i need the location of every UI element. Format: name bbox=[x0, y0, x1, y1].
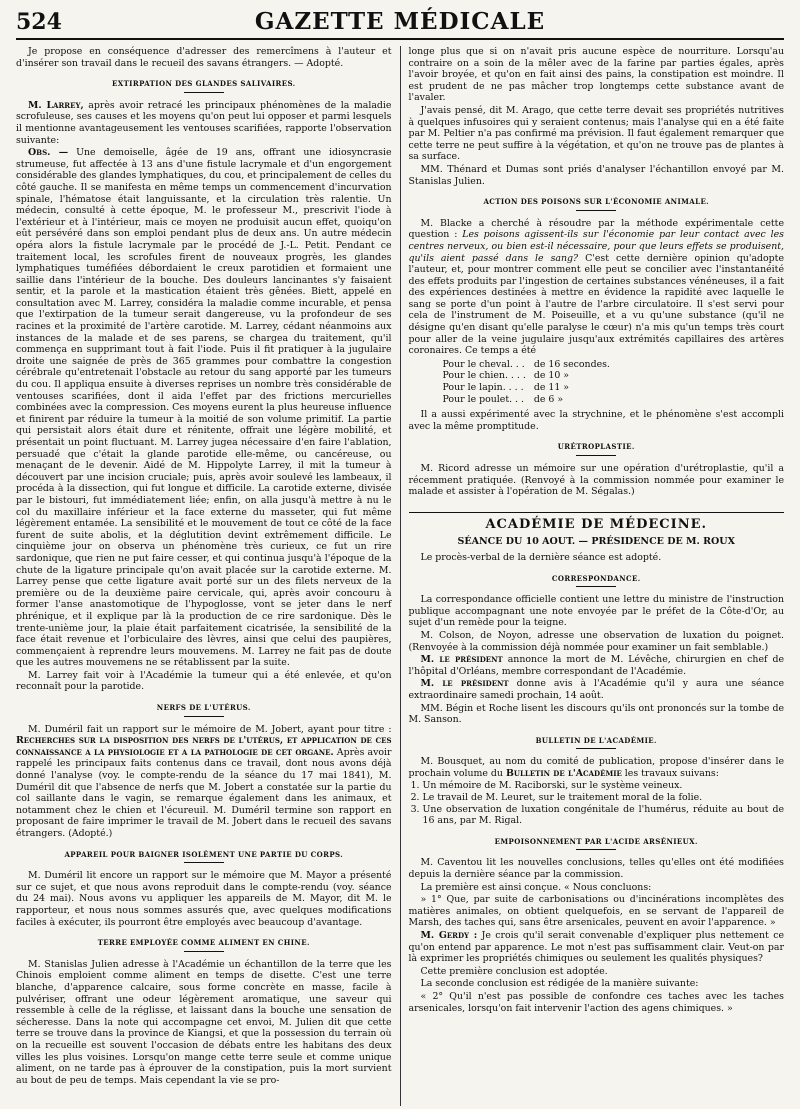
second-conclusion-intro: La seconde conclusion est rédigée de la manière suivante: bbox=[420, 978, 699, 990]
tumor-paragraph: M. Larrey fait voir à l'Académie la tumeur qui a été enlevée, et qu'on reconnaît pour la parotide. bbox=[16, 669, 392, 693]
session-heading: SÉANCE DU 10 AOUT. — PRÉSIDENCE DE M. ROUX bbox=[457, 536, 735, 548]
paragraph-text: M. Blacke a cherché à résoudre par la méthode expérimentale cette question : bbox=[408, 217, 784, 241]
minutes-paragraph: Le procès-verbal de la dernière séance est adopté. bbox=[420, 551, 662, 563]
paragraph-text: les travaux suivans: bbox=[624, 767, 719, 779]
first-conclusion-intro: La première est ainsi conçue. « Nous concluons: bbox=[420, 881, 652, 893]
list-item: 3. Une observation de luxation congénitale de l'humérus, réduite au bout de 16 ans, par M. Rigal. bbox=[423, 804, 785, 827]
section-heading-poisons: ACTION DES POISONS SUR L'ÉCONOMIE ANIMALE. bbox=[409, 196, 785, 211]
president-death-paragraph bbox=[409, 654, 785, 677]
first-conclusion-text: » 1° Que, par suite de carbonisations ou d'incinérations incomplètes des matières animales, on obtient quelquefois, en se servant de l'appareil de Marsh, des taches qui, sans être arsenicales, peuvent en avoir l'apparence. » bbox=[408, 894, 784, 929]
section-heading-correspondence: CORRESPONDANCE. bbox=[409, 573, 785, 588]
paragraph-text: après avoir retracé les principaux phénomènes de la maladie scrofuleuse, ses causes et les moyens qu'on peut lui opposer et parmi lesquels il mentionne avantageusement les ventouses scarifiées, rapporte l'observation suivante: bbox=[16, 99, 392, 146]
table-cell-animal: Pour le poulet. . . bbox=[442, 393, 524, 405]
section-heading-uretroplasty: URÉTROPLASTIE. bbox=[409, 441, 785, 456]
paragraph-text: donne avis à l'Académie qu'il y aura une séance extraordinaire samedi prochain, 14 août. bbox=[408, 678, 784, 701]
paragraph-text: C'est cette dernière opinion qu'adopte l'auteur, et, pour montrer comment elle peut se concilier avec l'instantanéité des effets produits par l'ingestion de certaines substances vénéneuses, il a fait des expériences destinées à mettre en évidence la rapidité avec laquelle le sang se porte d'un point à l'autre de l'arbre circulatoire. Il s'est servi pour cela de l'instrument de M. Poiseuille, et a vu qu'une substance (qu'il ne désigne qu'en disant qu'elle paralyse le cœur) n'a mis qu'un temps très court pour aller de la veine jugulaire jusqu'aux extrémités capillaires des artères coronaires. Ce temps a été bbox=[408, 252, 784, 357]
speaker-label: M. Gerdy : bbox=[420, 930, 478, 941]
dumeril-report-paragraph bbox=[16, 724, 392, 840]
author-name: M. Larrey, bbox=[28, 99, 84, 111]
president-session-paragraph bbox=[409, 678, 785, 701]
masthead bbox=[16, 8, 784, 40]
paragraph-text: M. Bousquet, au nom du comité de publication, propose d'insérer dans le prochain volume du bbox=[408, 756, 784, 779]
section-heading-uterus-nerves: NERFS DE L'UTÉRUS. bbox=[16, 702, 392, 717]
bousquet-paragraph bbox=[409, 756, 785, 779]
table-cell-animal: Pour le cheval. . . bbox=[442, 358, 525, 370]
paragraph-text: Je crois qu'il serait convenable d'expliquer plus nettement ce qu'on entend par apparence. Le mot n'est pas suffisamment clair. Veut-on par là exprimer les propriétés chimiques ou seulement les qualités physiques? bbox=[408, 930, 784, 965]
intro-paragraph: Je propose en conséquence d'adresser des remercîmens à l'auteur et d'insérer son travail dans le recueil des savans étrangers. — Adopté. bbox=[16, 46, 392, 69]
academy-heading: ACADÉMIE DE MÉDECINE. bbox=[409, 512, 785, 531]
julien-earth-paragraph: M. Stanislas Julien adresse à l'Académie un échantillon de la terre que les Chinois emploient comme aliment en temps de disette. C'est une terre blanche, d'apparence calcaire, sous forme concrète en masse, facile à pulvériser, offrant une odeur légèrement aromatique, une saveur qui ressemble à celle de la réglisse, et laissant dans la bouche une sensation de sécheresse. Dans la note qui accompagne cet envoi, M. Julien dit que cette terre se trouve dans la province de Kiangsi, et que la possession du terrain où on la recueille est souvent l'occasion de débats entre les habitans des deux villes les plus voisines. Lorsqu'on mange cette terre seule et comme unique aliment, on ne tarde pas à éprouver de la constipation, puis la mort survient au bout de peu de temps. Mais cependant la vie se pro- bbox=[16, 958, 392, 1086]
paragraph-text: Une demoiselle, âgée de 19 ans, offrant une idiosyncrasie strumeuse, fut affectée à 13 ans d'une fistule lacrymale et d'un engorgement considérable des glandes lymphatiques, du cou, et principalement de celles du côté gauche. Il se manifesta en même temps un commencement d'incurvation spinale, l'hématose était languissante, et la circulation très ralentie. Un médecin, consulté à cette époque, M. le professeur M., prescrivit l'iode à l'extérieur et à l'intérieur, mais ce moyen ne produisit aucun effet, quoiqu'on eût persévéré dans son emploi pendant plus de deux ans. Un autre médecin opéra alors la fistule lacrymale par le procédé de J.-L. Petit. Pendant ce traitement local, les scrofules firent de nouveaux progrès, les glandes lymphatiques tuméfiées débordaient le creux parotidien et formaient une saillie dans l'intérieur de la bouche. Des douleurs lancinantes s'y faisaient sentir, et la parole et la mastication étaient très gênées. Biett, appelé en consultation avec M. Larrey, considéra la maladie comme incurable, et pensa que l'extirpation de la tumeur serait dangereuse, vu la profondeur de ses racines et la proximité de l'artère carotide. M. Larrey, cédant néanmoins aux instances de la malade et de ses parens, se chargea du traitement, qu'il commença en supprimant tout à fait l'iode. Puis il fit pratiquer à la jugulaire droite une saignée de près de 365 grammes pour combattre la congestion cérébrale qu'entretenait l'obstacle au retour du sang apporté par les tumeurs du cou. Il appliqua ensuite à diverses reprises un nombre très considérable de ventouses scarifiées, dont il aida l'effet par des frictions mercurielles combinées avec la compression. Ces moyens eurent la plus heureuse influence et finirent par réduire la tumeur à la moitié de son volume primitif. La partie qui persistait alors était dure et rénitente, offrait une légère mobilité, et présentait un point fluctuant. M. Larrey jugea nécessaire d'en faire l'ablation, persuadé que c'était la glande parotide elle-même, ou cancéreuse, ou menaçant de le devenir. Aidé de M. Hippolyte Larrey, il mit la tumeur à découvert par une incision cruciale; puis, après avoir soulevé les lambeaux, il procéda à la dissection, qui fut longue et difficile. La carotide externe, divisée par le bistouri, fut immédiatement liée; enfin, on alla jusqu'à mettre à nu le col du maxillaire inférieur et la face externe du masseter, qui fut même légèrement entamée. La sensibilité et le mouvement de tout ce côté de la face furent de suite abolis, et la déglutition devint extrêmement difficile. Le cinquième jour on observa un phénomène très curieux, ce fut un rire sardonique, que rien ne put faire cesser, et qui continua jusqu'à l'époque de la chute de la ligature principale qu'on avait placée sur la carotide externe. M. Larrey pense que cette ligature avait porté sur un des filets nerveux de la première ou de la deuxième paire cervicale, qui, après avoir concouru à former l'anse anastomotique de l'hypoglosse, vont se jeter dans le nerf phrénique, et il explique par là la production de ce rire sardonique. Dès le trente-unième jour, la plaie était parfaitement cicatrisée, la sensibilité de la face était revenue et l'orbiculaire des lèvres, ainsi que celui des paupières, commençaient à reprendre leurs mouvemens. M. Larrey ne fait pas de doute que les autres mouvemens ne se rétablissent par la suite. bbox=[16, 147, 392, 669]
table-cell-animal: Pour le lapin. . . . bbox=[442, 382, 524, 394]
left-column bbox=[16, 46, 401, 1106]
blacke-paragraph bbox=[409, 218, 785, 357]
memoir-title: Recherches sur la disposition des nerfs de l'utérus, et application de ces connaissance a la physiologie et a la pathologie de cet organe. bbox=[16, 735, 392, 758]
table-row bbox=[439, 382, 614, 394]
correspondence-paragraph: La correspondance officielle contient une lettre du ministre de l'instruction publique accompagnant une note envoyée par le préfet de la Côte-d'Or, au sujet d'un remède pour la teigne. bbox=[408, 594, 784, 629]
section-heading-bulletin: BULLETIN DE L'ACADÉMIE. bbox=[409, 735, 785, 750]
publication-title: GAZETTE MÉDICALE bbox=[254, 8, 546, 35]
table-row bbox=[439, 394, 614, 406]
bulletin-name: Bulletin de l'Académie bbox=[505, 767, 622, 779]
thenard-paragraph: MM. Thénard et Dumas sont priés d'analyser l'échantillon envoyé par M. Stanislas Julien. bbox=[408, 163, 784, 187]
columns bbox=[16, 46, 784, 1106]
observation-label: Obs. — bbox=[28, 147, 69, 159]
table-cell-value: de 6 » bbox=[533, 393, 564, 405]
larrey-intro-paragraph bbox=[16, 100, 392, 146]
speaker-label: M. le président bbox=[420, 678, 509, 690]
conclusion-adopted-paragraph: Cette première conclusion est adoptée. bbox=[420, 965, 608, 977]
arago-paragraph: J'avais pensé, dit M. Arago, que cette terre devait ses propriétés nutritives à quelques infusoires qui y seraient contenus; mais l'analyse qui en a été faite par M. Peltier n'a pas confirmé ma prévision. Il faut également remarquer que cette terre ne peut suffire à la végétation, et qu'on ne trouve pas de plantes à sa surface. bbox=[408, 104, 784, 163]
mayor-report-paragraph: M. Duméril lit encore un rapport sur le mémoire que M. Mayor a présenté sur ce sujet, et que nous avons reproduit dans le compte-rendu (voy. séance du 24 mai). Nous avons vu appliquer les appareils de M. Mayor, dit M. le rapporteur, et nous nous sommes assurés que, avec quelques modifications faciles à exécuter, ils pourront être employés avec beaucoup d'avantage. bbox=[16, 870, 392, 928]
second-conclusion-text: « 2° Qu'il n'est pas possible de confondre ces taches avec les taches arsenicales, lorsqu'on fait intervenir l'action des agens chimiques. » bbox=[408, 990, 784, 1014]
gerdy-paragraph bbox=[409, 930, 785, 965]
table-cell-animal: Pour le chien. . . . bbox=[442, 370, 526, 382]
bulletin-list bbox=[409, 780, 785, 826]
strychnine-paragraph: Il a aussi expérimenté avec la strychnine, et le phénomène s'est accompli avec la même promptitude. bbox=[408, 409, 784, 432]
speaker-label: M. le président bbox=[420, 654, 503, 666]
caventou-paragraph: M. Caventou lit les nouvelles conclusions, telles qu'elles ont été modifiées depuis la dernière séance par la commission. bbox=[408, 857, 784, 881]
paragraph-text: Après avoir rappelé les principaux faits contenus dans ce travail, dont nous avons déjà donné l'analyse (voy. le compte-rendu de la séance du 17 mai 1841), M. Duméril dit que l'absence de nerfs que M. Jobert a constatée sur la partie du col saillante dans le vagin, se remarque également dans les animaux, et notamment chez le chien et l'écureuil. M. Duméril termine son rapport en proposant de faire imprimer le travail de M. Jobert dans le recueil des savans étrangers. (Adopté.) bbox=[16, 746, 392, 839]
begin-roche-paragraph: MM. Bégin et Roche lisent les discours qu'ils ont prononcés sur la tombe de M. Sanson. bbox=[408, 702, 784, 726]
observation-paragraph bbox=[16, 147, 392, 669]
colson-paragraph: M. Colson, de Noyon, adresse une observation de luxation du poignet. (Renvoyée à la commission déjà nommée pour examiner un fait semblable.) bbox=[408, 629, 784, 653]
right-column bbox=[401, 46, 785, 1106]
paragraph-text: M. Duméril fait un rapport sur le mémoire de M. Jobert, ayant pour titre : bbox=[28, 723, 392, 735]
page-number: 524 bbox=[16, 9, 62, 35]
table-cell-value: de 16 secondes. bbox=[533, 358, 610, 370]
section-heading-bath-apparatus: APPAREIL POUR BAIGNER ISOLÉMENT UNE PARTIE DU CORPS. bbox=[16, 849, 392, 864]
list-item: 2. Le travail de M. Leuret, sur le traitement moral de la folie. bbox=[423, 792, 785, 804]
table-cell-value: de 10 » bbox=[533, 370, 570, 382]
section-heading-salivary-glands: EXTIRPATION DES GLANDES SALIVAIRES. bbox=[16, 78, 392, 93]
list-item: 1. Un mémoire de M. Raciborski, sur le système veineux. bbox=[423, 780, 785, 792]
section-heading-arsenic: EMPOISONNEMENT PAR L'ACIDE ARSÉNIEUX. bbox=[409, 836, 785, 851]
ricord-paragraph: M. Ricord adresse un mémoire sur une opération d'urétroplastie, qu'il a récemment pratiquée. (Renvoyé à la commission nommée pour examiner le malade et assister à l'opération de M. Ségalas.) bbox=[408, 463, 784, 498]
section-heading-earth-food: TERRE EMPLOYÉE COMME ALIMENT EN CHINE. bbox=[16, 937, 392, 952]
paragraph-text: annonce la mort de M. Lévêche, chirurgien en chef de l'hôpital d'Orléans, membre correspondant de l'Académie. bbox=[408, 654, 784, 677]
question-text: Les poisons agissent-ils sur l'économie par leur contact avec les centres nerveux, ou bien est-il nécessaire, pour que leurs effets se produisent, qu'ils aient passé dans le sang? bbox=[408, 229, 784, 264]
circulation-time-table bbox=[439, 359, 614, 405]
table-row bbox=[439, 359, 614, 371]
table-row bbox=[439, 370, 614, 382]
table-cell-value: de 11 » bbox=[533, 382, 570, 394]
earth-continued-paragraph: longe plus que si on n'avait pris aucune espèce de nourriture. Lorsqu'au contraire on a soin de la mêler avec de la farine par parties égales, après l'avoir broyée, et qu'on en fait ainsi des pains, la constipation est moindre. Il est prudent de ne pas mâcher trop longtemps cette substance avant de l'avaler. bbox=[408, 46, 784, 104]
